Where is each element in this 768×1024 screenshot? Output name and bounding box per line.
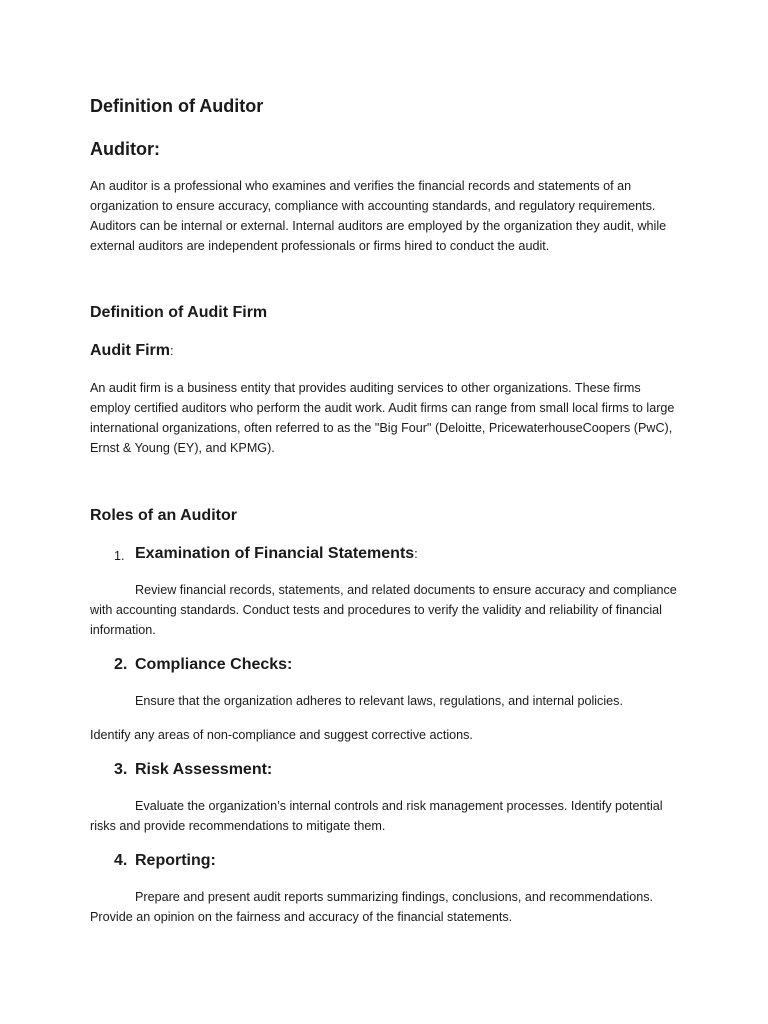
- role-item-1-title-text: Examination of Financial Statements: [135, 545, 415, 562]
- heading-definition-of-audit-firm: Definition of Audit Firm: [90, 304, 268, 321]
- role-item-2-text: Ensure that the organization adheres to relevant laws, regulations, and internal policies.: [135, 694, 623, 708]
- heading-roles-of-an-auditor: Roles of an Auditor: [90, 507, 237, 524]
- role-item-4-title: Reporting:: [135, 852, 216, 869]
- paragraph-auditor-definition: An auditor is a professional who examines and verifies the financial records and statements of an organization to ensure accuracy, compliance with accounting standards, and regulatory requirements. Auditors can be internal or external. Internal auditors are employed by the organization they audit, while external auditors are independent professionals or firms hired to conduct the audit.: [90, 179, 667, 253]
- term-audit-firm-label: Audit Firm: [90, 342, 170, 359]
- heading-definition-of-auditor: Definition of Auditor: [90, 96, 264, 116]
- role-item-4-text: Prepare and present audit reports summarizing findings, conclusions, and recommendations. Provide an opinion on the fairness and accuracy of the financial statements.: [90, 890, 654, 924]
- term-audit-firm-colon: :: [170, 343, 174, 358]
- role-item-3-text: Evaluate the organization’s internal controls and risk management processes. Identify potential risks and provide recommendations to mitigate them.: [90, 799, 663, 833]
- role-item-2-number: 2.: [114, 656, 128, 673]
- role-item-2-title: Compliance Checks:: [135, 656, 293, 673]
- role-item-3-header: [90, 760, 682, 782]
- role-item-1-title-colon: :: [414, 546, 418, 561]
- term-audit-firm: [90, 341, 174, 361]
- term-auditor: Auditor:: [90, 139, 160, 159]
- role-item-3-number: 3.: [114, 761, 128, 778]
- role-item-1-header: [90, 544, 682, 566]
- role-item-1-text: Review financial records, statements, and related documents to ensure accuracy and compliance with accounting standards. Conduct tests and procedures to verify the validity and reliability of financial information.: [90, 583, 677, 637]
- paragraph-audit-firm-definition: An audit firm is a business entity that provides auditing services to other organizations. These firms employ certified auditors who perform the audit work. Audit firms can range from small local firms to large international organizations, often referred to as the "Big Four" (Deloitte, PricewaterhouseCoopers (PwC), Ernst & Young (EY), and KPMG).: [90, 381, 675, 455]
- role-item-2-text-2: Identify any areas of non-compliance and suggest corrective actions.: [90, 728, 473, 742]
- role-item-2-header: [90, 655, 682, 677]
- role-item-1-number: 1.: [114, 549, 125, 563]
- role-item-3-title: Risk Assessment:: [135, 761, 273, 778]
- role-item-1-title: [135, 544, 418, 564]
- role-item-4-number: 4.: [114, 852, 128, 869]
- role-item-4-header: [90, 851, 682, 873]
